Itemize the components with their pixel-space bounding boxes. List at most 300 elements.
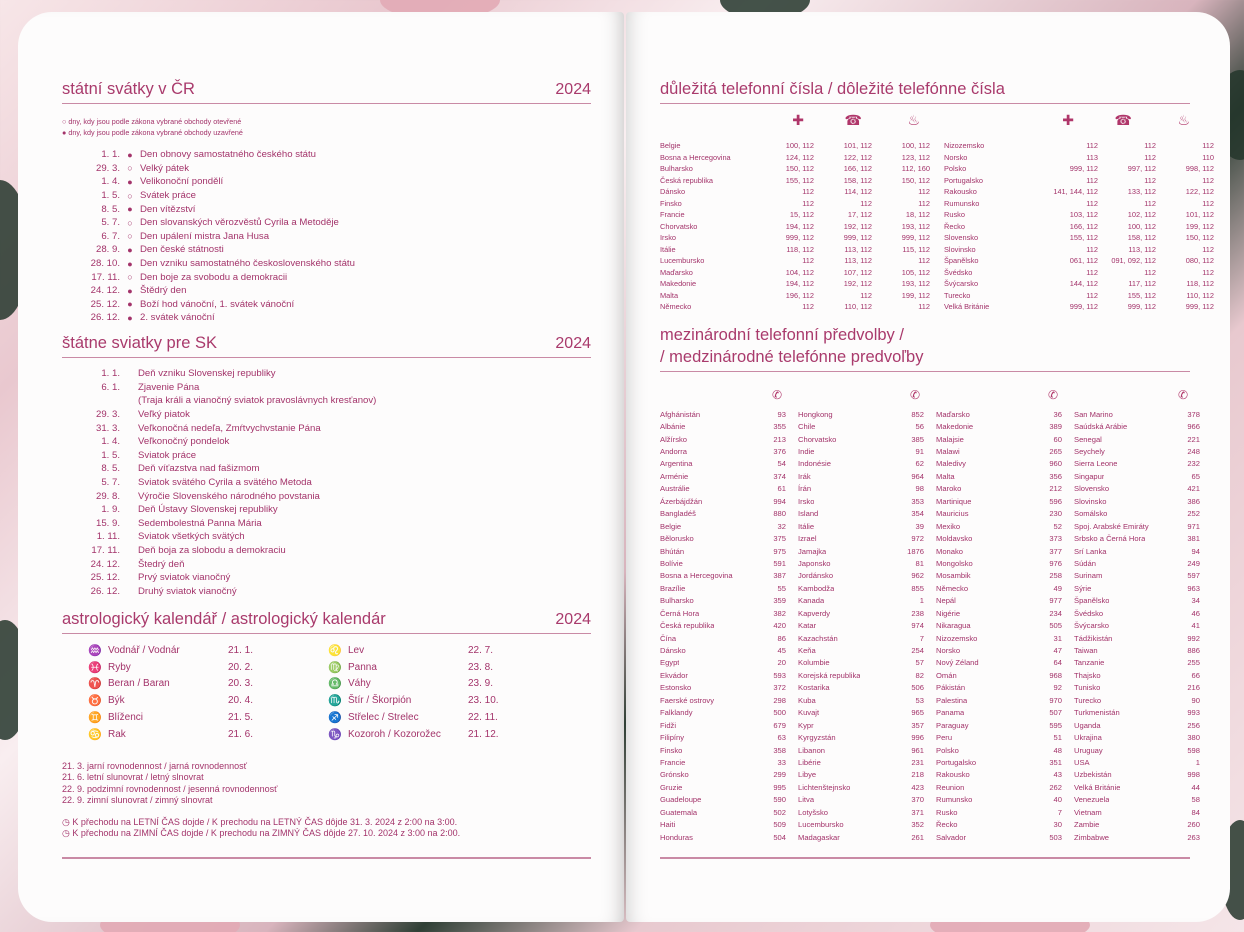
code-number: 351 (1049, 757, 1062, 767)
code-number: 263 (1187, 832, 1200, 842)
code-row (798, 557, 924, 569)
code-number: 1876 (907, 546, 924, 556)
code-country: Lotyšsko (798, 807, 828, 817)
code-country: Paraguay (936, 720, 969, 730)
code-row (1074, 682, 1200, 694)
zodiac-name: Beran / Baran (108, 678, 170, 690)
phone-number: 112 (1144, 152, 1156, 162)
code-country: Norsko (936, 646, 961, 656)
holiday-name: Deň boja za slobodu a demokraciu (138, 545, 286, 557)
code-country: Bulharsko (660, 596, 694, 606)
code-number: 58 (1191, 795, 1200, 805)
holiday-marker: ○ (127, 217, 133, 228)
code-country: Chorvatsko (798, 434, 837, 444)
phone-number: 112 (860, 290, 872, 300)
code-number: 60 (1053, 434, 1062, 444)
phone-number: 192, 112 (843, 279, 872, 289)
phone-number: 15, 112 (789, 210, 814, 220)
code-country: Katar (798, 621, 817, 631)
holiday-name: Den vítězství (140, 203, 196, 215)
phone-number: 158, 112 (1127, 233, 1156, 243)
code-number: 261 (911, 832, 924, 842)
phone-number: 112 (1086, 175, 1098, 185)
code-row (1074, 595, 1200, 607)
code-number: 43 (1053, 770, 1062, 780)
phone-number: 166, 112 (843, 164, 872, 174)
phone-number: 133, 112 (1127, 187, 1156, 197)
holiday-row (62, 230, 582, 244)
code-country: Belgie (660, 521, 682, 531)
phone-number: 194, 112 (785, 221, 814, 231)
holiday-date: 29. 8. (95, 490, 120, 502)
code-country: Kuvajt (798, 708, 820, 718)
holiday-marker: ○ (127, 163, 133, 174)
phone-number: 112 (1144, 198, 1156, 208)
code-row (936, 744, 1062, 756)
code-number: 355 (773, 422, 786, 432)
code-row (798, 682, 924, 694)
code-row (660, 657, 786, 669)
code-row (798, 744, 924, 756)
code-number: 57 (915, 658, 924, 668)
code-row (798, 508, 924, 520)
code-row (936, 508, 1062, 520)
phone-number: 155, 112 (1069, 233, 1098, 243)
code-country: Andorra (660, 447, 688, 457)
code-country: Kypr (798, 720, 814, 730)
code-row (798, 644, 924, 656)
zodiac-name: Váhy (348, 678, 371, 690)
phone-number: 999, 112 (1185, 302, 1214, 312)
zodiac-start-date: 21. 5. (228, 712, 254, 724)
code-row (660, 570, 786, 582)
phone-number: 061, 112 (1069, 256, 1098, 266)
code-country: Čína (660, 633, 677, 643)
phone-number: 112 (1144, 267, 1156, 277)
bottom-rule (660, 857, 1190, 859)
holiday-row (62, 421, 582, 435)
sk-holidays-year: 2024 (555, 335, 591, 352)
code-country: Lucembursko (798, 820, 844, 830)
zodiac-start-date: 23. 9. (468, 678, 494, 690)
holiday-date: 1. 9. (101, 504, 120, 516)
phone-row (944, 198, 1214, 210)
code-country: Malajsie (936, 434, 964, 444)
code-number: 591 (773, 558, 786, 568)
planner-spread (18, 12, 1230, 922)
holiday-date: 5. 7. (101, 217, 120, 229)
code-number: 962 (911, 571, 924, 581)
zodiac-name: Blíženci (108, 712, 144, 724)
code-row (936, 831, 1062, 843)
holiday-marker: ○ (127, 272, 133, 283)
code-number: 506 (911, 683, 924, 693)
code-number: 41 (1191, 621, 1200, 631)
code-row (936, 619, 1062, 631)
phone-row (660, 255, 930, 267)
code-country: Nepál (936, 596, 956, 606)
code-row (1074, 657, 1200, 669)
holiday-row (62, 175, 582, 189)
phone-number: 113, 112 (844, 256, 872, 266)
code-number: 593 (773, 670, 786, 680)
phone-number: 193, 112 (901, 279, 930, 289)
astro-header (62, 610, 591, 634)
code-country: Švýcarsko (1074, 621, 1110, 631)
code-row (660, 669, 786, 681)
holiday-name: 2. svátek vánoční (140, 312, 215, 324)
code-number: 48 (1053, 745, 1062, 755)
code-row (1074, 694, 1200, 706)
code-row (798, 669, 924, 681)
code-number: 1 (1195, 757, 1200, 767)
code-row (936, 570, 1062, 582)
code-country: Česká republika (660, 621, 715, 631)
code-number: 886 (1187, 646, 1200, 656)
holiday-date: 8. 5. (101, 203, 120, 215)
holiday-row (62, 311, 582, 325)
code-country: Thajsko (1074, 670, 1101, 680)
phone-number: 150, 112 (785, 164, 814, 174)
code-number: 975 (773, 546, 786, 556)
code-country: Grónsko (660, 770, 689, 780)
zodiac-name: Vodnář / Vodnár (108, 644, 180, 656)
dst-notes (62, 817, 460, 840)
code-number: 86 (777, 633, 786, 643)
phone-number: 113 (1086, 152, 1098, 162)
code-country: Pákistán (936, 683, 966, 693)
code-country: Rakousko (936, 770, 970, 780)
code-number: 977 (1049, 596, 1062, 606)
code-number: 507 (1049, 708, 1062, 718)
code-row (798, 657, 924, 669)
holiday-row (62, 476, 582, 490)
holiday-marker: ○ (127, 231, 133, 242)
code-number: 94 (1191, 546, 1200, 556)
zodiac-start-date: 21. 6. (228, 728, 254, 740)
phone-row (944, 163, 1214, 175)
code-country: Tanzanie (1074, 658, 1105, 668)
dst-note-winter: ◷ K přechodu na ZIMNÍ ČAS dojde / K prechodu na ZIMNÝ ČAS dôjde 27. 10. 2024 z 3:00 na 2:00. (62, 828, 461, 839)
code-row (1074, 818, 1200, 830)
code-country: Uganda (1074, 720, 1101, 730)
code-row (798, 756, 924, 768)
phone-number: 199, 112 (1185, 221, 1214, 231)
code-row (798, 483, 924, 495)
cz-holidays-year: 2024 (555, 81, 591, 98)
code-country: Moldavsko (936, 534, 973, 544)
code-country: Omán (936, 670, 957, 680)
phone-number: 112 (918, 187, 930, 197)
codes-title-line2: / medzinárodné telefónne predvoľby (660, 348, 924, 366)
code-country: Kanada (798, 596, 825, 606)
holiday-date: 6. 7. (101, 230, 120, 242)
code-row (660, 595, 786, 607)
phone-number: 998, 112 (1185, 164, 1214, 174)
code-country: Slovensko (1074, 484, 1110, 494)
code-number: 98 (915, 484, 924, 494)
code-number: 381 (1187, 534, 1200, 544)
holiday-row (62, 503, 582, 517)
code-country: Spoj. Arabské Emiráty (1074, 521, 1149, 531)
code-number: 359 (773, 596, 786, 606)
code-country: Malawi (936, 447, 960, 457)
code-number: 7 (919, 633, 924, 643)
zodiac-sign-icon: ♏ (328, 695, 342, 708)
code-number: 54 (777, 459, 786, 469)
phone-number: 105, 112 (901, 267, 930, 277)
code-number: 855 (911, 583, 924, 593)
phone-number: 17, 112 (847, 210, 872, 220)
code-country: Dánsko (660, 646, 686, 656)
phone-number: 117, 112 (1128, 279, 1156, 289)
holiday-row (62, 408, 582, 422)
code-row (1074, 632, 1200, 644)
code-number: 299 (773, 770, 786, 780)
code-row (660, 420, 786, 432)
code-country: Tunisko (1074, 683, 1101, 693)
code-row (798, 470, 924, 482)
zodiac-name: Štír / Škorpión (348, 695, 412, 707)
code-country: Seychely (1074, 447, 1105, 457)
holiday-date: 28. 9. (95, 244, 120, 256)
code-row (798, 694, 924, 706)
holiday-row (62, 462, 582, 476)
zodiac-sign-icon: ♋ (88, 728, 102, 741)
phone-country: Bosna a Hercegovina (660, 152, 731, 162)
season-note: 21. 3. jarní rovnodennost / jarná rovnodennosť (62, 761, 247, 771)
code-number: 82 (915, 670, 924, 680)
holiday-date: 25. 12. (90, 298, 120, 310)
code-row (660, 731, 786, 743)
code-row (1074, 520, 1200, 532)
code-number: 358 (773, 745, 786, 755)
code-number: 371 (911, 807, 924, 817)
code-row (660, 520, 786, 532)
holiday-row (62, 202, 582, 216)
medical-cross-icon: ✚ (1062, 112, 1074, 128)
right-page (626, 12, 1230, 922)
phone-number: 112 (802, 302, 814, 312)
phone-row (944, 152, 1214, 164)
phone-row (944, 232, 1214, 244)
codes-column (660, 408, 786, 843)
holiday-marker: ● (127, 285, 133, 296)
code-country: Rumunsko (936, 795, 973, 805)
code-row (1074, 458, 1200, 470)
zodiac-name: Býk (108, 695, 125, 707)
holiday-name: Veľkonočná nedeľa, Zmŕtvychvstanie Pána (138, 422, 321, 434)
code-number: 61 (777, 484, 786, 494)
code-row (798, 719, 924, 731)
code-number: 32 (777, 521, 786, 531)
zodiac-sign-icon: ♌ (328, 644, 342, 657)
code-number: 20 (777, 658, 786, 668)
code-number: 503 (1049, 832, 1062, 842)
code-number: 33 (777, 757, 786, 767)
sk-holiday-list (62, 367, 582, 598)
code-row (660, 719, 786, 731)
zodiac-sign-icon: ♑ (328, 728, 342, 741)
code-country: Palestina (936, 695, 968, 705)
phone-country: Německo (660, 302, 692, 312)
code-country: Makedonie (936, 422, 974, 432)
code-country: Haiti (660, 820, 676, 830)
phone-country: Česká republika (660, 175, 713, 185)
code-number: 960 (1049, 459, 1062, 469)
code-country: Estonsko (660, 683, 692, 693)
phone-number: 112 (802, 256, 814, 266)
code-row (1074, 669, 1200, 681)
code-number: 221 (1187, 434, 1200, 444)
code-row (936, 433, 1062, 445)
holiday-row (62, 270, 582, 284)
holiday-date: 17. 11. (91, 545, 120, 557)
phone-number: 150, 112 (1185, 233, 1214, 243)
phone-number: 112 (1086, 244, 1098, 254)
phone-number: 110, 112 (844, 302, 872, 312)
code-number: 45 (777, 646, 786, 656)
code-number: 370 (911, 795, 924, 805)
holiday-name: Deň Ústavy Slovenskej republiky (138, 504, 278, 516)
zodiac-row (82, 676, 288, 693)
cz-holidays-header (62, 80, 591, 104)
code-number: 679 (773, 720, 786, 730)
phone-country: Makedonie (660, 279, 697, 289)
code-country: Nigérie (936, 608, 961, 618)
code-country: Súdán (1074, 558, 1096, 568)
code-number: 230 (1049, 509, 1062, 519)
holiday-row (62, 381, 582, 395)
code-row (660, 582, 786, 594)
code-row (936, 632, 1062, 644)
code-number: 375 (773, 534, 786, 544)
code-country: Bosna a Hercegovina (660, 571, 733, 581)
phone-country: Španělsko (944, 256, 979, 266)
code-number: 970 (1049, 695, 1062, 705)
holiday-date: 8. 5. (101, 463, 120, 475)
phone-number: 196, 112 (785, 290, 814, 300)
phone-row (944, 209, 1214, 221)
code-number: 40 (1053, 795, 1062, 805)
code-row (660, 495, 786, 507)
code-row (798, 619, 924, 631)
zodiac-row (82, 642, 288, 659)
code-row (660, 769, 786, 781)
holiday-row (62, 544, 582, 558)
code-row (936, 483, 1062, 495)
holiday-name: Zjavenie Pána (138, 381, 200, 393)
phone-number: 155, 112 (1127, 290, 1156, 300)
holiday-name: Den slovanských věrozvěstů Cyrila a Metoděje (140, 217, 339, 229)
code-number: 502 (773, 807, 786, 817)
zodiac-column-2 (322, 642, 528, 743)
code-country: Litva (798, 795, 815, 805)
zodiac-row (322, 676, 528, 693)
phone-row (660, 290, 930, 302)
phone-row (660, 232, 930, 244)
code-country: Izrael (798, 534, 817, 544)
holiday-name: Veľký piatok (138, 409, 190, 421)
zodiac-row (82, 709, 288, 726)
phone-number: 112 (860, 198, 872, 208)
phone-row (944, 290, 1214, 302)
code-country: Peru (936, 733, 953, 743)
holiday-marker: ● (127, 312, 133, 323)
code-country: Alžírsko (660, 434, 688, 444)
holiday-marker: ● (127, 299, 133, 310)
code-number: 53 (915, 695, 924, 705)
code-country: USA (1074, 757, 1090, 767)
code-country: Martinique (936, 496, 972, 506)
code-row (936, 495, 1062, 507)
zodiac-row (82, 692, 288, 709)
holiday-name: Den české státnosti (140, 244, 224, 256)
phone-country: Slovinsko (944, 244, 976, 254)
dst-note-summer: ◷ K přechodu na LETNÍ ČAS dojde / K prechodu na LETNÝ ČAS dôjde 31. 3. 2024 z 2:00 na 3:00. (62, 817, 458, 827)
code-row (660, 433, 786, 445)
code-number: 36 (1053, 409, 1062, 419)
holiday-name: Sedembolestná Panna Mária (138, 517, 262, 529)
phone-number: 192, 112 (843, 221, 872, 231)
code-number: 386 (1187, 496, 1200, 506)
holiday-name: Den obnovy samostatného českého státu (140, 149, 316, 161)
code-number: 994 (773, 496, 786, 506)
code-country: Bolívie (660, 558, 683, 568)
phone-row (660, 140, 930, 152)
phone-row (660, 301, 930, 313)
phone-country: Portugalsko (944, 175, 984, 185)
astro-year: 2024 (555, 611, 591, 628)
code-number: 380 (1187, 733, 1200, 743)
phone-country: Norsko (944, 152, 968, 162)
code-number: 56 (915, 422, 924, 432)
code-row (660, 707, 786, 719)
phone-number: 18, 112 (905, 210, 930, 220)
holiday-date: 29. 3. (95, 409, 120, 421)
code-number: 238 (911, 608, 924, 618)
code-country: Faerské ostrovy (660, 695, 715, 705)
phone-number: 080, 112 (1185, 256, 1214, 266)
holiday-name: Prvý sviatok vianočný (138, 572, 231, 584)
phone-number: 999, 112 (1069, 302, 1098, 312)
code-country: Slovinsko (1074, 496, 1107, 506)
holiday-date: 1. 5. (101, 190, 120, 202)
code-number: 597 (1187, 571, 1200, 581)
code-country: Španělsko (1074, 596, 1110, 606)
code-row (936, 707, 1062, 719)
code-country: Gruzie (660, 782, 683, 792)
code-row (660, 619, 786, 631)
code-country: Monako (936, 546, 964, 556)
code-number: 66 (1191, 670, 1200, 680)
code-number: 420 (773, 621, 786, 631)
holiday-name: Den boje za svobodu a demokracii (140, 271, 288, 283)
code-number: 218 (911, 770, 924, 780)
code-number: 46 (1191, 608, 1200, 618)
code-country: Austrálie (660, 484, 690, 494)
phone-row (660, 209, 930, 221)
code-number: 372 (773, 683, 786, 693)
code-country: Řecko (936, 820, 958, 830)
code-number: 387 (773, 571, 786, 581)
zodiac-sign-icon: ♐ (328, 712, 342, 725)
zodiac-start-date: 21. 1. (228, 644, 254, 656)
code-country: Surinam (1074, 571, 1103, 581)
code-row (660, 644, 786, 656)
code-row (936, 545, 1062, 557)
phone-country: Maďarsko (660, 267, 693, 277)
